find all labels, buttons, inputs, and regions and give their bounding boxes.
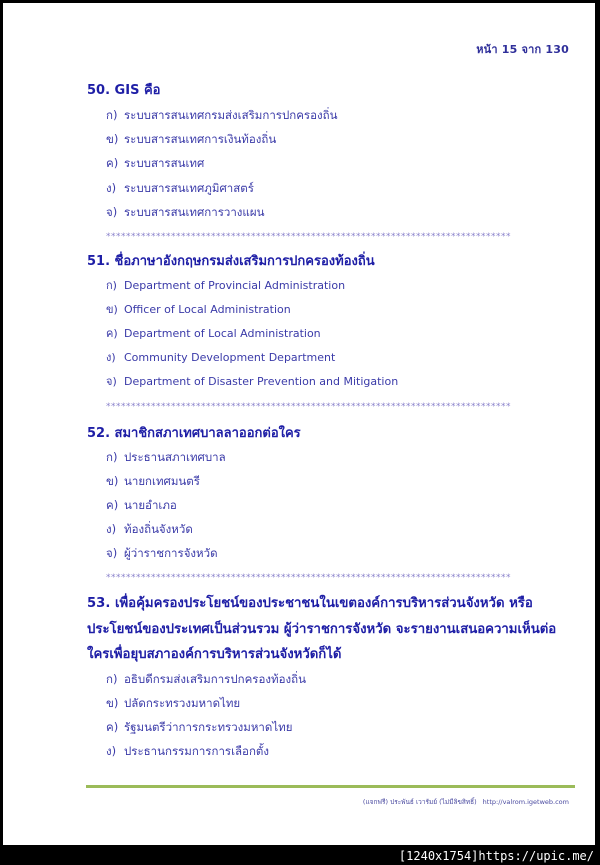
option-text: ปลัดกระทรวงมหาดไทย — [124, 696, 241, 710]
option-marker: ค) — [106, 156, 119, 170]
question-53-option-a — [106, 671, 306, 687]
question-50-option-c — [106, 155, 204, 171]
option-marker: ก) — [106, 672, 118, 686]
question-53-option-c — [106, 719, 292, 735]
option-text: ระบบสารสนเทศภูมิศาสตร์ — [124, 181, 254, 195]
option-text: ผู้ว่าราชการจังหวัด — [124, 546, 218, 560]
option-marker: จ) — [106, 546, 118, 560]
question-50-option-b — [106, 131, 276, 147]
option-marker: ข) — [106, 696, 119, 710]
separator-line: ********************************************************************************* — [106, 232, 511, 242]
option-marker: ก) — [106, 450, 118, 464]
question-51-option-e — [106, 374, 398, 390]
option-text: รัฐมนตรีว่าการกระทรวงมหาดไทย — [124, 720, 293, 734]
option-text: ประธานกรรมการการเลือกตั้ง — [124, 744, 270, 758]
question-51-option-c — [106, 326, 321, 342]
option-marker: จ) — [106, 375, 117, 388]
question-52-option-a — [106, 449, 226, 465]
question-52-option-c — [106, 497, 177, 513]
option-text: อธิบดีกรมส่งเสริมการปกครองท้องถิ่น — [124, 672, 306, 686]
separator-line: ********************************************************************************* — [106, 573, 511, 583]
document-page — [3, 3, 595, 845]
option-marker: ง) — [106, 744, 117, 758]
option-text: ระบบสารสนเทศการวางแผน — [124, 205, 265, 219]
option-text: ท้องถิ่นจังหวัด — [124, 522, 193, 536]
option-text: Department of Local Administration — [124, 327, 321, 340]
option-text: Officer of Local Administration — [124, 303, 291, 316]
question-51-option-d — [106, 350, 335, 366]
footer-credit: (แจกฟรี) ประพันธ์ เวารัมย์ (ไม่มีลิขสิทธิ์) — [362, 798, 477, 806]
question-50-option-e — [106, 204, 264, 220]
question-52-title: 52. สมาชิกสภาเทศบาลลาออกต่อใคร — [87, 426, 301, 441]
option-marker: ค) — [106, 720, 119, 734]
option-marker: จ) — [106, 205, 118, 219]
option-text: ระบบสารสนเทศการเงินท้องถิ่น — [124, 132, 277, 146]
option-marker: ง) — [106, 181, 117, 195]
option-text: ประธานสภาเทศบาล — [124, 450, 226, 464]
question-51-title: 51. ชื่อภาษาอังกฤษกรมส่งเสริมการปกครองท้องถิ่น — [87, 254, 375, 269]
option-marker: ค) — [106, 498, 119, 512]
question-53-title: 53. เพื่อคุ้มครองประโยชน์ของประชาชนในเขตองค์การบริหารส่วนจังหวัด หรือประโยชน์ของประเทศเป็นส่วนรวม ผู้ว่าราชการจังหวัด จะรายงานเสนอความเห็นต่อใครเพื่อยุบสภาองค์การบริหารส่วนจังหวัดก็ได้ — [87, 596, 557, 662]
option-text: Department of Disaster Prevention and Mitigation — [124, 375, 399, 388]
option-text: Community Development Department — [124, 351, 336, 364]
question-50-title: 50. GIS คือ — [87, 83, 161, 98]
page-footer — [363, 797, 569, 807]
option-marker: ง) — [106, 522, 117, 536]
question-50-option-a — [106, 107, 337, 123]
page-number: หน้า 15 จาก 130 — [476, 43, 569, 56]
question-50-option-d — [106, 180, 254, 196]
option-text: Department of Provincial Administration — [124, 279, 346, 292]
question-51-option-a — [106, 278, 345, 294]
question-52-option-d — [106, 521, 193, 537]
option-marker: ค) — [106, 327, 118, 340]
option-marker: ข) — [106, 303, 118, 316]
footer-url-link[interactable]: http://valrom.igetweb.com — [482, 798, 569, 806]
option-marker: ก) — [106, 279, 117, 292]
option-marker: ง) — [106, 351, 116, 364]
option-text: ระบบสารสนเทศ — [124, 156, 205, 170]
option-marker: ก) — [106, 108, 118, 122]
image-host-watermark: [1240x1754]https://upic.me/ — [398, 849, 594, 863]
question-51-option-b — [106, 302, 291, 318]
question-52-option-b — [106, 473, 200, 489]
option-marker: ข) — [106, 474, 119, 488]
separator-line: ********************************************************************************* — [106, 402, 511, 412]
option-text: ระบบสารสนเทศกรมส่งเสริมการปกครองถิ่น — [124, 108, 338, 122]
footer-rule — [86, 785, 575, 788]
question-53-option-d — [106, 743, 269, 759]
option-text: นายอำเภอ — [124, 498, 177, 512]
question-52-option-e — [106, 545, 218, 561]
option-marker: ข) — [106, 132, 119, 146]
option-text: นายกเทศมนตรี — [124, 474, 200, 488]
question-53-option-b — [106, 695, 240, 711]
